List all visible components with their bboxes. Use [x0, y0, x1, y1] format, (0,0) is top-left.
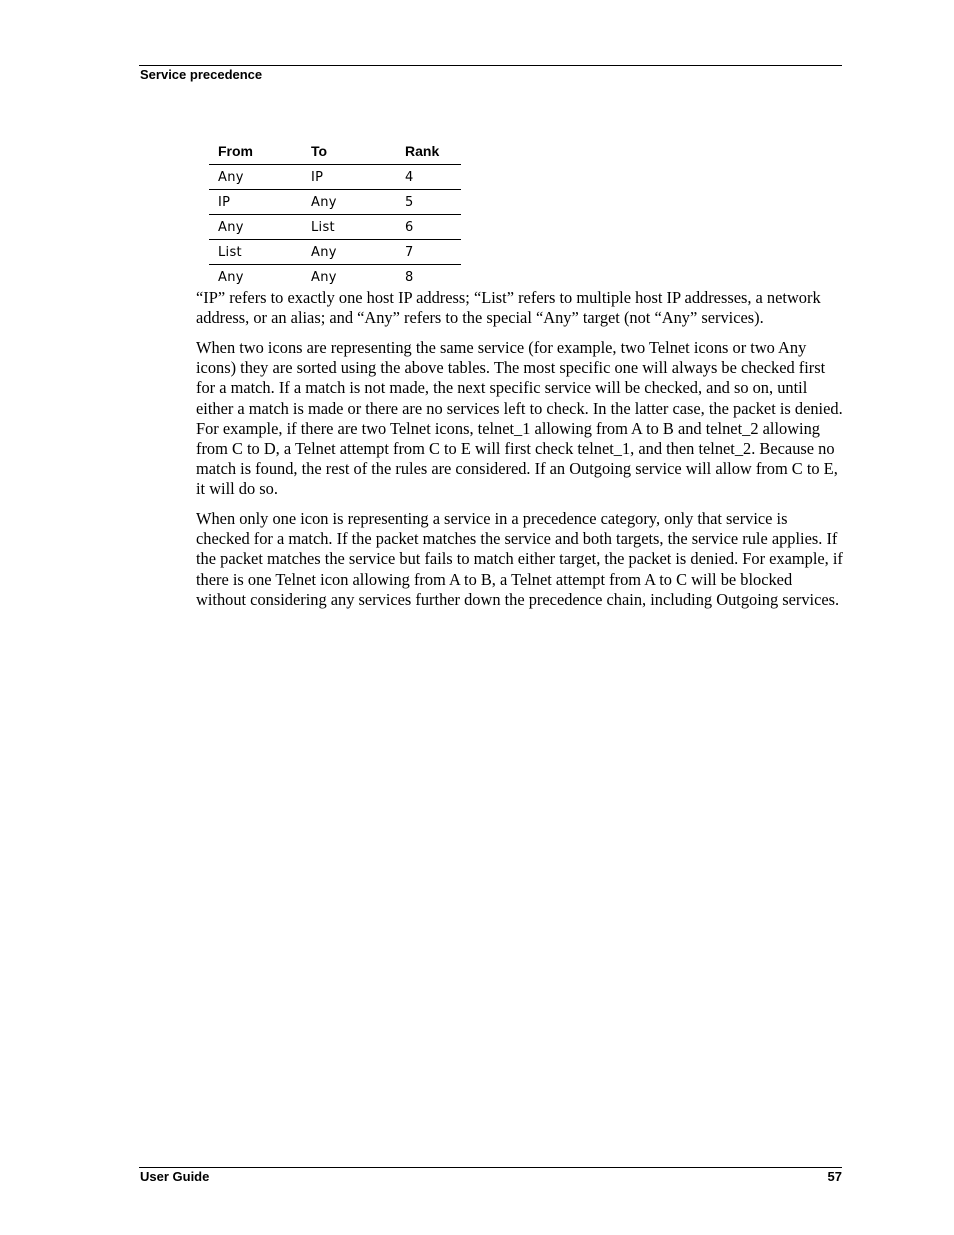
- cell-from: IP: [209, 190, 302, 215]
- column-header-to: To: [302, 138, 396, 165]
- cell-from: Any: [218, 269, 244, 285]
- column-header-from: From: [209, 138, 302, 165]
- table-row: [209, 190, 461, 215]
- cell-to: IP: [302, 165, 396, 190]
- cell-rank: 4: [396, 165, 461, 190]
- table-row: [209, 240, 461, 265]
- cell-to: Any: [302, 240, 396, 265]
- cell-to: List: [302, 215, 396, 240]
- header-rule: [139, 65, 842, 66]
- cell-from: List: [209, 240, 302, 265]
- paragraph-single-icon-rule: When only one icon is representing a service in a precedence category, only that service is checked for a match. If the packet matches the service and both targets, the service rule applies. If the packet matches the service but fails to match either target, the packet is denied. For example, if there is one Telnet icon allowing from A to B, a Telnet attempt from A to C will be blocked without considering any services further down the precedence chain, including Outgoing services.: [196, 509, 843, 609]
- table-row: [209, 165, 461, 190]
- cell-rank: 6: [396, 215, 461, 240]
- precedence-rank-table: [209, 138, 461, 289]
- cell-rank: 7: [396, 240, 461, 265]
- table-row: [209, 215, 461, 240]
- paragraph-target-definitions: “IP” refers to exactly one host IP address; “List” refers to multiple host IP addresses, a network address, or an alias; and “Any” refers to the special “Any” target (not “Any” services).: [196, 288, 821, 328]
- table-row: [209, 265, 461, 290]
- footer-rule: [139, 1167, 842, 1168]
- footer-doc-title: User Guide: [140, 1169, 210, 1184]
- page-number: 57: [827, 1169, 842, 1184]
- cell-rank: 8: [405, 269, 414, 285]
- column-header-rank: Rank: [396, 138, 461, 165]
- cell-to: Any: [311, 269, 337, 285]
- cell-from: Any: [209, 215, 302, 240]
- cell-rank: 5: [396, 190, 461, 215]
- cell-to: Any: [302, 190, 396, 215]
- paragraph-same-service-sorting: When two icons are representing the same service (for example, two Telnet icons or two Any icons) they are sorted using the above tables. The most specific one will always be checked first for a match. If a match is not made, the next specific service will be checked, and so on, until either a match is made or there are no services left to check. In the latter case, the packet is denied. For example, if there are two Telnet icons, telnet_1 allowing from A to B and telnet_2 allowing from C to D, a Telnet attempt from C to E will first check telnet_1, and then telnet_2. Because no match is found, the rest of the rules are considered. If an Outgoing service will allow from C to E, it will do so.: [196, 337, 843, 499]
- running-header-title: Service precedence: [140, 67, 263, 82]
- cell-from: Any: [209, 165, 302, 190]
- table-header-row: [209, 138, 461, 165]
- body-text: [196, 288, 844, 620]
